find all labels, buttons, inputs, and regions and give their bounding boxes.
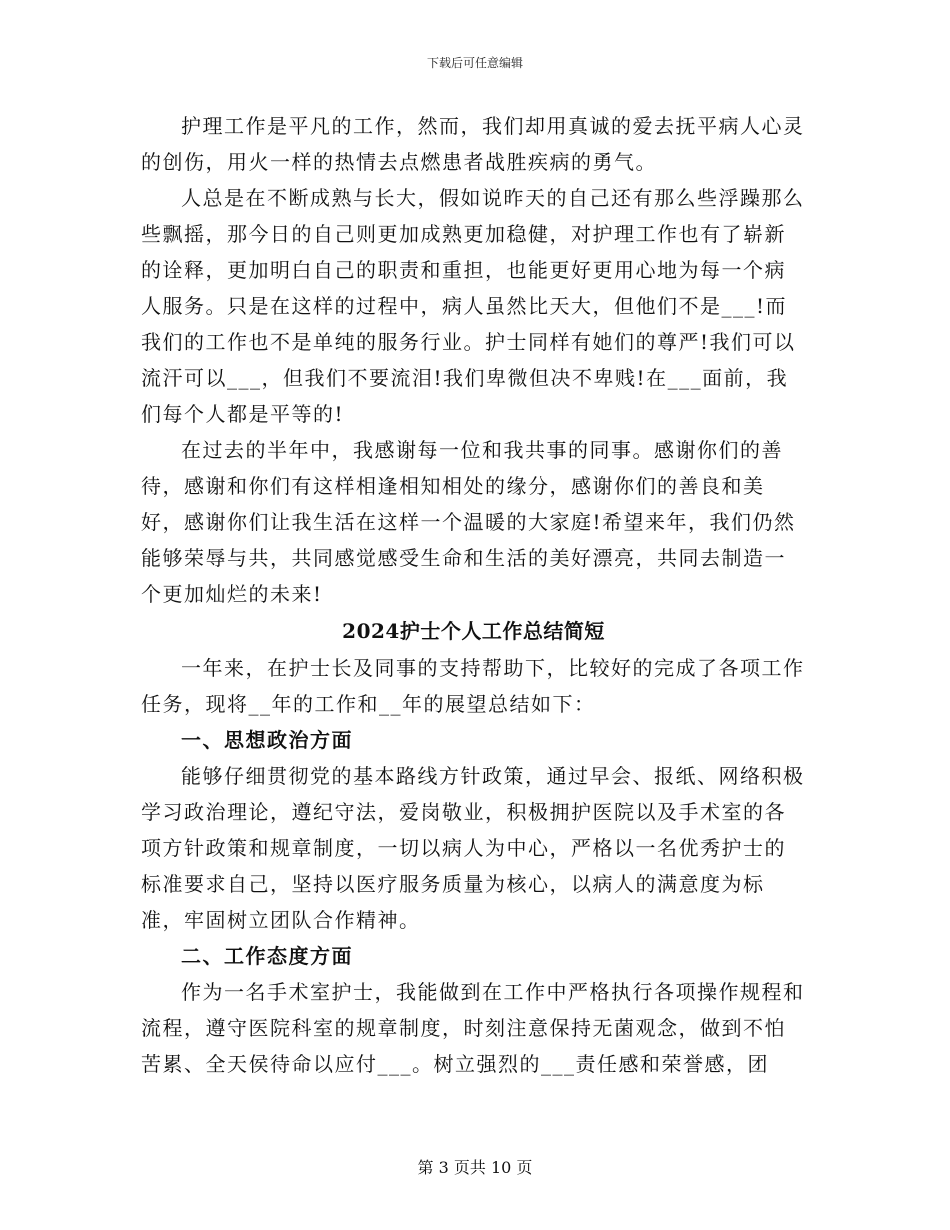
paragraph-ideology-politics: 能够仔细贯彻党的基本路线方针政策，通过早会、报纸、网络积极学习政治理论，遵纪守法，爱岗敬业，积极拥护医院以及手术室的各项方针政策和规章制度，一切以病人为中心，严格以一名优秀护士的标准要求自己，坚持以医疗服务质量为核心，以病人的满意度为标准，牢固树立团队合作精神。 xyxy=(141,764,805,932)
paragraph-intro: 一年来，在护士长及同事的支持帮助下，比较好的完成了各项工作任务，现将__年的工作和__年的展望总结如下： xyxy=(141,656,805,716)
heading-work-attitude: 二、工作态度方面 xyxy=(181,944,353,968)
header-note: 下载后可任意编辑 xyxy=(426,56,523,70)
heading-ideology-politics: 一、思想政治方面 xyxy=(181,728,353,752)
document-body xyxy=(141,108,806,1082)
paragraph-growing-up: 人总是在不断成熟与长大，假如说昨天的自己还有那么些浮躁那么些飘摇，那今日的自己则更加成熟更加稳健，对护理工作也有了崭新的诠释，更加明白自己的职责和重担，也能更好更用心地为每一个病人服务。只是在这样的过程中，病人虽然比天大，但他们不是___!而我们的工作也不是单纯的服务行业。护士同样有她们的尊严!我们可以流汗可以___，但我们不要流泪!我们卑微但决不卑贱!在___面前，我们每个人都是平等的! xyxy=(141,186,805,426)
section-title: 2024护士个人工作总结简短 xyxy=(342,619,605,643)
page-number-footer: 第 3 页共 10 页 xyxy=(417,1158,533,1177)
paragraph-work-attitude: 作为一名手术室护士，我能做到在工作中严格执行各项操作规程和流程，遵守医院科室的规章制度，时刻注意保持无菌观念，做到不怕苦累、全天侯待命以应付___。树立强烈的___责任感和荣誉感，团 xyxy=(141,980,805,1076)
paragraph-nursing-work: 护理工作是平凡的工作，然而，我们却用真诚的爱去抚平病人心灵的创伤，用火一样的热情去点燃患者战胜疾病的勇气。 xyxy=(141,114,805,174)
paragraph-thanks: 在过去的半年中，我感谢每一位和我共事的同事。感谢你们的善待，感谢和你们有这样相逢相知相处的缘分，感谢你们的善良和美好，感谢你们让我生活在这样一个温暖的大家庭!希望来年，我们仍然能够荣辱与共，共同感觉感受生命和生活的美好漂亮，共同去制造一个更加灿烂的未来! xyxy=(141,438,796,606)
